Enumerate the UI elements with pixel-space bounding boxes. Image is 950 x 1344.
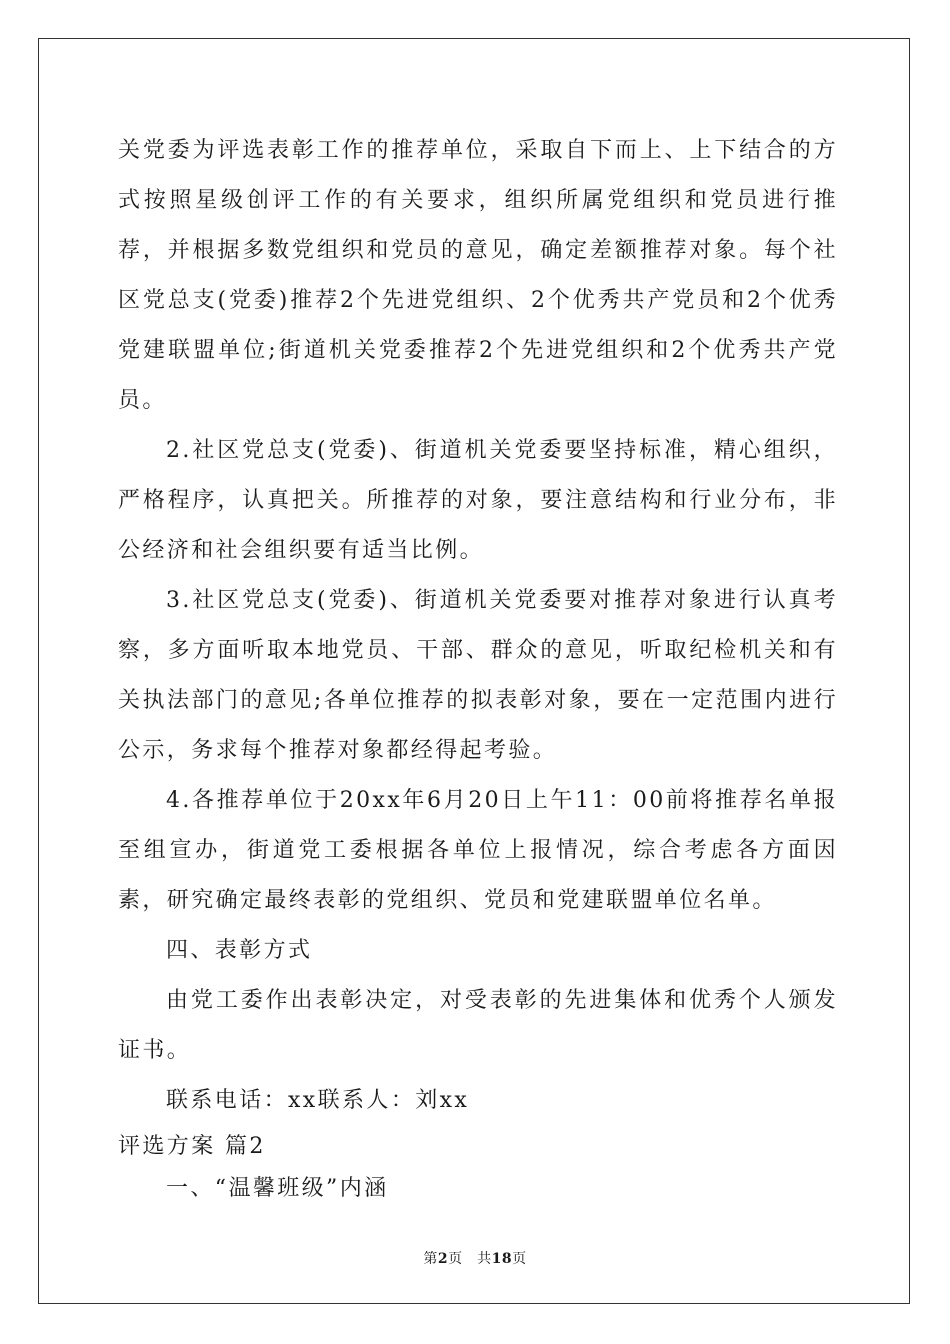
contact-line: 联系电话：xx联系人：刘xx <box>166 1088 470 1113</box>
paragraph-item-4: 4.各推荐单位于20xx年6月20日上午11：00前将推荐名单报至组宣办，街道党工委根据各单位上报情况，综合考虑各方面因素，研究确定最终表彰的党组织、党员和党建联盟单位名单。 <box>118 788 838 913</box>
paragraph-commendation-decision: 由党工委作出表彰决定，对受表彰的先进集体和优秀个人颁发证书。 <box>118 988 838 1063</box>
footer-page-number: 2 <box>437 1251 449 1267</box>
document-body <box>118 126 838 1210</box>
paragraph-item-3: 3.社区党总支(党委)、街道机关党委要对推荐对象进行认真考察，多方面听取本地党员、干部、群众的意见，听取纪检机关和有关执法部门的意见;各单位推荐的拟表彰对象，要在一定范围内进行公示，务求每个推荐对象都经得起考验。 <box>118 588 838 763</box>
section-heading-commendation-method: 四、表彰方式 <box>166 938 313 963</box>
page-footer <box>0 1248 950 1268</box>
footer-total-suffix: 页 <box>512 1251 527 1267</box>
paragraph-recommendation-method: 关党委为评选表彰工作的推荐单位，采取自下而上、上下结合的方式按照星级创评工作的有关要求，组织所属党组织和党员进行推荐，并根据多数党组织和党员的意见，确定差额推荐对象。每个社区党总支(党委)推荐2个先进党组织、2个优秀共产党员和2个优秀党建联盟单位;街道机关党委推荐2个先进党组织和2个优秀共产党员。 <box>118 138 838 413</box>
footer-total-pages: 18 <box>491 1251 513 1267</box>
section-title-plan-2: 评选方案 篇2 <box>118 1134 266 1159</box>
footer-page-suffix: 页 共 <box>448 1251 492 1267</box>
paragraph-item-2: 2.社区党总支(党委)、街道机关党委要坚持标准，精心组织，严格程序，认真把关。所推荐的对象，要注意结构和行业分布，非公经济和社会组织要有适当比例。 <box>118 438 838 563</box>
footer-page-prefix: 第 <box>423 1251 438 1267</box>
section-heading-warm-class: 一、“温馨班级”内涵 <box>166 1176 389 1201</box>
